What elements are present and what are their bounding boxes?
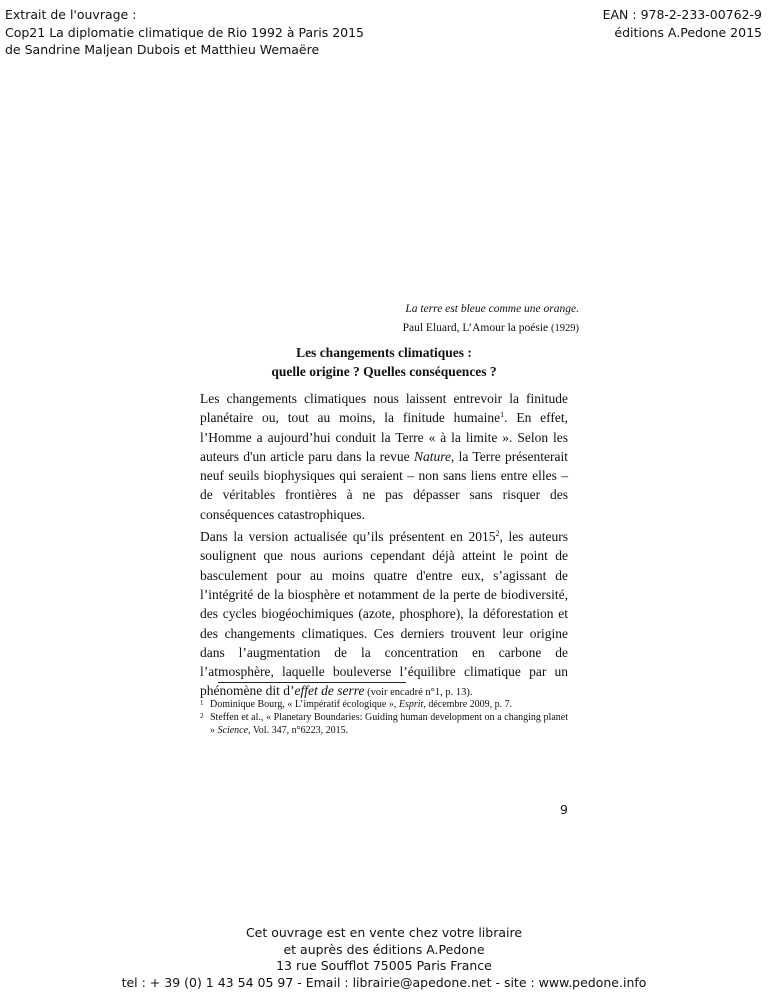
footnote-2-journal: Science [217,724,249,736]
journal-nature: Nature [413,448,451,464]
epigraph-quote: La terre est bleue comme une orange. [405,303,579,315]
box-reference: (voir encadré n°1, p. 13). [364,687,473,699]
footer-line-contact: tel : + 39 (0) 1 43 54 05 97 - Email : librairie@apedone.net - site : www.pedone.info [121,974,647,990]
footnote-ref-1: 1 [500,410,505,420]
epigraph-year: (1929) [551,323,579,334]
footer-line-sale: Cet ouvrage est en vente chez votre libraire [245,925,523,940]
section-title-line-2: quelle origine ? Quelles conséquences ? [271,363,497,379]
header-publisher: éditions A.Pedone 2015 [614,24,762,40]
section-title [200,344,568,381]
footnotes [200,699,568,737]
paragraph-2-text-a: Dans la version actualisée qu’ils présentent en 2015 [200,529,496,545]
page-number: 9 [560,802,568,817]
footnote-2 [200,712,568,738]
paragraph-1-text-a: Les changements climatiques nous laissent entrevoir la finitude planétaire ou, tout au moins, la finitude humaine [200,391,568,426]
footnote-1-text-a: Dominique Bourg, « L’impératif écologique », [210,699,399,710]
paragraph-1-text-b: . En effet, l’Homme a aujourd’hui conduit la Terre « à la limite ». Selon les auteurs d'un article paru dans la revue [200,410,568,464]
footnote-2-text-a: Steffen et al., « Planetary Boundaries: Guiding human development on a changing planet » [210,711,568,736]
footer [0,925,768,991]
paragraph-2 [200,527,568,703]
header-right [603,6,762,41]
paragraph-1-text-c: , la Terre présenterait neuf seuils biophysiques qui seraient – non sans liens entre elles – de véritables frontières à ne pas dépasser sans risquer des conséquences catastrophiques. [200,448,568,522]
footnote-separator [218,682,406,683]
footer-line-address: 13 rue Soufflot 75005 Paris France [276,958,492,973]
footnote-1 [200,699,568,712]
header-left [5,6,364,59]
header-authors: de Sandrine Maljean Dubois et Matthieu Wemaëre [5,42,320,57]
epigraph-source [403,319,579,338]
section-title-line-1: Les changements climatiques : [296,345,472,360]
epigraph-attribution: Paul Eluard, L’Amour la poésie [402,322,549,334]
footnote-ref-2: 2 [495,529,500,539]
footnote-1-number: 1 [200,699,204,707]
footnote-1-text-b: , décembre 2009, p. 7. [423,699,513,710]
epigraph [403,300,579,338]
paragraph-1 [200,389,568,524]
term-effet-de-serre: effet de serre [294,683,365,699]
footnote-2-number: 2 [200,711,204,720]
footnote-1-journal: Esprit [398,699,424,710]
footer-line-publisher: et auprès des éditions A.Pedone [283,941,485,957]
header-ean: EAN : 978-2-233-00762-9 [602,7,762,22]
body-text [200,389,568,703]
header-extract-label: Extrait de l'ouvrage : [5,7,137,22]
paragraph-2-text-b: , les auteurs soulignent que nous aurions cependant déjà atteint le point de basculement pour au moins quatre d'entre eux, s’agissant de l’intégrité de la biosphère et notamment de la perte de biodiversité, des cycles biogéochimiques (azote, phosphore), la déforestation et des changements climatiques. Ces derniers trouvent leur origine dans l’augmentation de la concentration en carbone de l’atmosphère, laquelle bouleverse l’équilibre climatique par un phénomène dit d’ [200,529,568,699]
header-book-title: Cop21 La diplomatie climatique de Rio 1992 à Paris 2015 [5,24,365,40]
footnote-2-text-b: , Vol. 347, n°6223, 2015. [248,724,349,736]
